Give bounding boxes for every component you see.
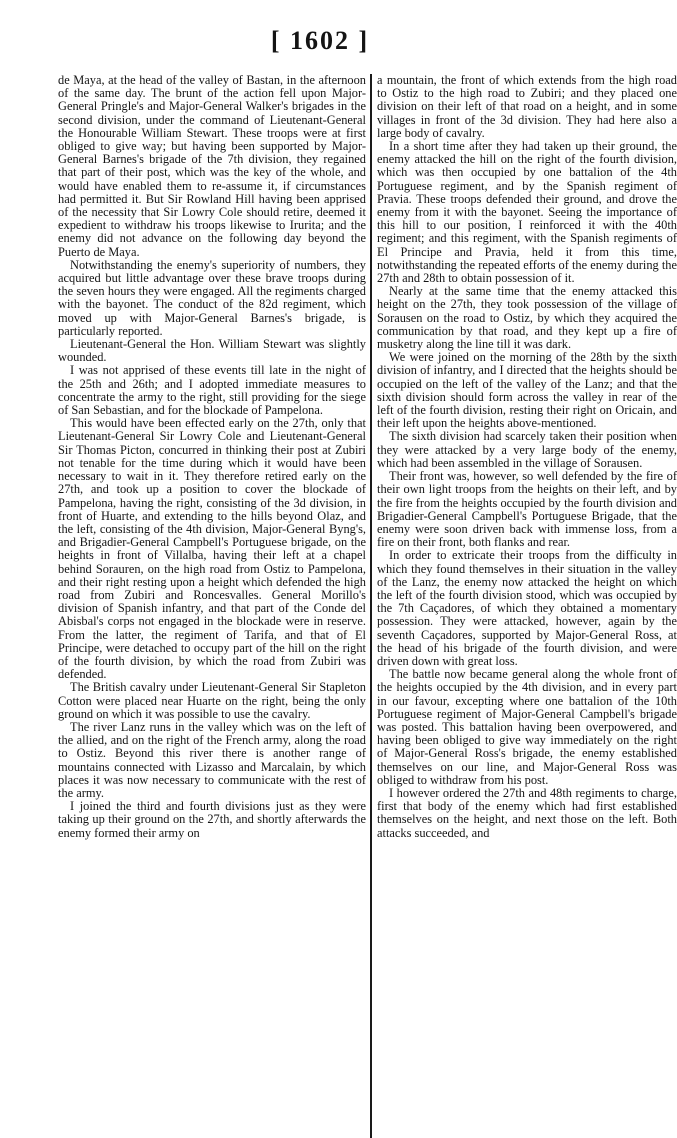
paragraph: Nearly at the same time that the enemy attacked this height on the 27th, they took possession of the village of Sorausen on the road to Ostiz, by which they acquired the communication by that road, and they kept up a fire of musketry along the line till it was dark. [377,284,677,352]
paragraph: The British cavalry under Lieutenant-General Sir Stapleton Cotton were placed near Huarte on the right, being the only ground on which it was possible to use the cavalry. [58,680,366,721]
column-divider [370,74,372,1138]
paragraph: I joined the third and fourth divisions just as they were taking up their ground on the 27th, and shortly afterwards the enemy formed their army on [58,799,366,840]
paragraph: We were joined on the morning of the 28th by the sixth division of infantry, and I directed that the heights should be occupied on the left of the valley of the Lanz; and that the sixth division should form across the valley in rear of the left of the fourth division, resting their right on Oricain, and their left upon the heights above-mentioned. [377,350,677,431]
paragraph: Their front was, however, so well defended by the fire of their own light troops from the heights on their left, and by the fire from the heights occupied by the fourth division and Brigadier-General Campbell's Portuguese Brigade, that the enemy were soon driven back with immense loss, from a fire on their front, both flanks and rear. [377,469,677,550]
paragraph: The river Lanz runs in the valley which was on the left of the allied, and on the right of the French army, along the road to Ostiz. Beyond this river there is another range of mountains connected with Lizasso and Marcalain, by which places it was now necessary to communicate with the rest of the army. [58,719,366,800]
page-number: [ 1602 ] [270,26,370,55]
paragraph: Lieutenant-General the Hon. William Stewart was slightly wounded. [58,337,366,365]
paragraph: I was not apprised of these events till late in the night of the 25th and 26th; and I adopted immediate measures to concentrate the army to the right, still providing for the siege of San Sebastian, and for the blockade of Pampelona. [58,363,366,418]
left-column [58,74,366,1138]
paragraph: I however ordered the 27th and 48th regiments to charge, first that body of the enemy which had first established themselves on the height, and next those on the left. Both attacks succeeded, and [377,785,677,840]
paragraph: In a short time after they had taken up their ground, the enemy attacked the hill on the right of the fourth division, which was then occupied by one battalion of the 4th Portuguese regiment, and by the Spanish regiment of Pravia. These troops defended their ground, and drove the enemy from it with the bayonet. Seeing the importance of this hill to our position, I reinforced it with the 40th regiment; and this regiment, with the Spanish regiments of El Principe and Pravia, held it from this time, notwithstanding the repeated efforts of the enemy during the 27th and 28th to obtain possession of it. [377,139,677,286]
paragraph: In order to extricate their troops from the difficulty in which they found themselves in their situation in the valley of the Lanz, the enemy now attacked the height on which the left of the fourth division stood, which was occupied by the 7th Caçadores, of which they obtained a momentary possession. They were attacked, however, again by the seventh Caçadores, supported by Major-General Ross, at the head of his brigade of the fourth division, and were driven down with great loss. [377,548,677,668]
paragraph: The sixth division had scarcely taken their position when they were attacked by a very large body of the enemy, which had been assembled in the village of Sorausen. [377,429,677,470]
paragraph: The battle now became general along the whole front of the heights occupied by the 4th division, and in every part in our favour, excepting where one battalion of the 10th Portuguese regiment of Major-General Campbell's brigade was posted. This battalion having been overpowered, and having been obliged to give way immediately on the right of Major-General Ross's brigade, the enemy established themselves on our line, and Major-General Ross was obliged to withdraw from his post. [377,667,677,787]
paragraph: de Maya, at the head of the valley of Bastan, in the afternoon of the same day. The brunt of the action fell upon Major-General Pringle's and Major-General Walker's brigades in the second division, under the command of Lieutenant-General the Honourable William Stewart. These troops were at first obliged to give way; but having been supported by Major-General Barnes's brigade of the 7th division, they regained that part of their post, which was the key of the whole, and would have enabled them to re-assume it, if circumstances had permitted it. But Sir Rowland Hill having been apprised of the necessity that Sir Lowry Cole should retire, deemed it expedient to withdraw his troops likewise to Irurita; and the enemy did not advance on the following day beyond the Puerto de Maya. [58,73,366,259]
paragraph: Notwithstanding the enemy's superiority of numbers, they acquired but little advantage over these brave troops during the seven hours they were engaged. All the regiments charged with the bayonet. The conduct of the 82d regiment, which moved up with Major-General Barnes's brigade, is particularly reported. [58,257,366,338]
paragraph: This would have been effected early on the 27th, only that Lieutenant-General Sir Lowry Cole and Lieutenant-General Sir Thomas Picton, concurred in thinking their post at Zubiri not tenable for the time during which it would have been necessary to wait in it. They therefore retired early on the 27th, and took up a position to cover the blockade of Pampelona, having the right, consisting of the 3d division, in front of Huarte, and extending to the hills beyond Olaz, and the left, consisting of the 4th division, Major-General Byng's, and Brigadier-General Campbell's Portuguese brigade, on the heights in front of Villalba, having their left at a chapel behind Sorauren, on the high road from Ostiz to Pampelona, and their right resting upon a height which defended the high road from Zubiri and Roncesvalles. General Morillo's division of Spanish infantry, and that part of the Conde del Abisbal's corps not engaged in the blockade were in reserve. From the latter, the regiment of Tarifa, and that of El Principe, were detached to occupy part of the hill on the right of the fourth division, by which the road from Zubiri was defended. [58,416,366,682]
paragraph: a mountain, the front of which extends from the high road to Ostiz to the high road to Zubiri; and they placed one division on their left of that road on a height, and in some villages in front of the 3d division. They had here also a large body of cavalry. [377,73,677,140]
right-column [377,74,677,1138]
